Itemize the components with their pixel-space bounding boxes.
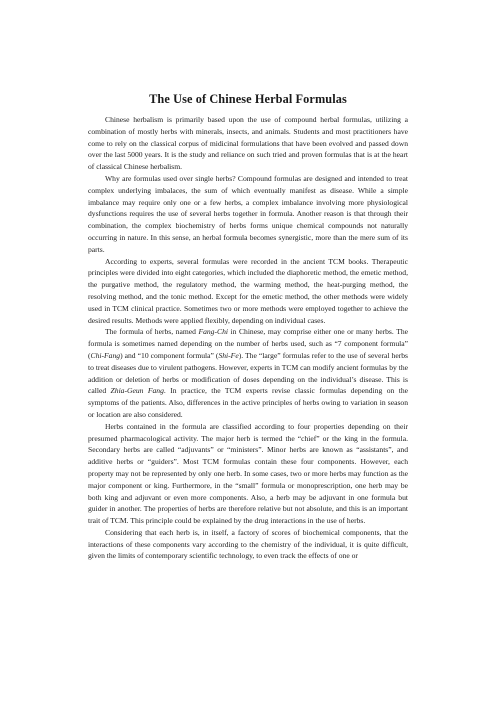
body-paragraph [88,527,408,562]
document-page [88,92,408,562]
text-run: Considering that each herb is, in itself, a factory of scores of biochemical components, that the interactions of these components vary according to the chemistry of the individual, it is quite difficult, given the limits of contemporary scientific technology, to even track the effects of one or [88,527,408,561]
text-run: Chinese herbalism is primarily based upon the use of compound herbal formulas, utilizing a combination of mostly herbs with minerals, insects, and animals. Students and most practitioners have come to rely on the classical corpus of midicinal formulations that have been evolved and passed down over the last 5000 years. It is the study and reliance on such tried and proven formulas that is at the heart of classical Chinese herbalism. [88,115,408,172]
text-run: The formula of herbs, named [105,327,199,337]
body-paragraph [88,173,408,256]
text-run: Herbs contained in the formula are classified according to four properties depending on their presumed pharmacological activity. The major herb is termed the “chief” or the king in the formula. Secondary herbs are called “adjuvants” or “ministers”. Minor herbs are known as “assistants”, and additive herbs or “guiders”. Most TCM formulas contain these four components. However, each property may not be represented by only one herb. In some cases, two or more herbs may function as the major component or king. Furthermore, in the “small” formula or monoprescription, one herb may be both king and adjuvant or even more components. Also, a herb may be adjuvant in one formula but guider in another. The properties of herbs are therefore relative but not absolute, and this is an important trait of TCM. This principle could be explained by the drug interactions in the use of herbs. [88,421,408,526]
text-run: Why are formulas used over single herbs? Compound formulas are designed and intended to treat complex underlying imbalaces, the sum of which eventually manifest as disease. While a simple imbalance may require only one or a few herbs, a complex imbalance involving more physiological dysfunctions requires the use of several herbs together in formula. Another reason is that through their combination, the complex biochemistry of herbs forms unique chemical compounds not naturally occurring in nature. In this sense, an herbal formula becomes synergistic, more than the mere sum of its parts. [88,173,408,254]
italic-term: Zhia-Geun Fang [110,386,164,396]
body-paragraph [88,114,408,173]
document-title: The Use of Chinese Herbal Formulas [149,92,347,106]
document-body [88,114,408,562]
text-run: According to experts, several formulas were recorded in the ancient TCM books. Therapeutic principles were divided into eight categories, which included the diaphoretic method, the emetic method, the purgative method, the regulatory method, the warming method, the heat-purging method, the resolving method, and the tonic method. Except for the emetic method, the other methods were widely used in TCM clinical practice. Sometimes two or more methods were employed together to achieve the desired results. Methods were applied flexibly, depending on individual cases. [88,256,408,325]
italic-term: Chi-Fang [90,350,121,360]
text-run: . In practice, the TCM experts revise classic formulas depending on the symptoms of the patients. Also, differences in the active principles of herbs owing to variation in season or location are also considered. [88,386,408,419]
body-paragraph [88,256,408,327]
text-run: ) and “10 component formula” ( [120,350,219,360]
body-paragraph [88,326,408,420]
body-paragraph [88,421,408,527]
italic-term: Shi-Fe [218,350,239,360]
text-run: ). The “large” formulas refer to the use of several herbs to treat diseases due to virulent pathogens. However, experts in TCM can modify ancient formulas by the addition or deletion of herbs or modification of doses depending on the individual’s disease. This is called [88,350,408,396]
italic-term: Fang-Chi [198,327,228,337]
text-run: in Chinese, may comprise either one or many herbs. The formula is sometimes named depending on the number of herbs used, such as “7 component formula” ( [88,327,408,360]
